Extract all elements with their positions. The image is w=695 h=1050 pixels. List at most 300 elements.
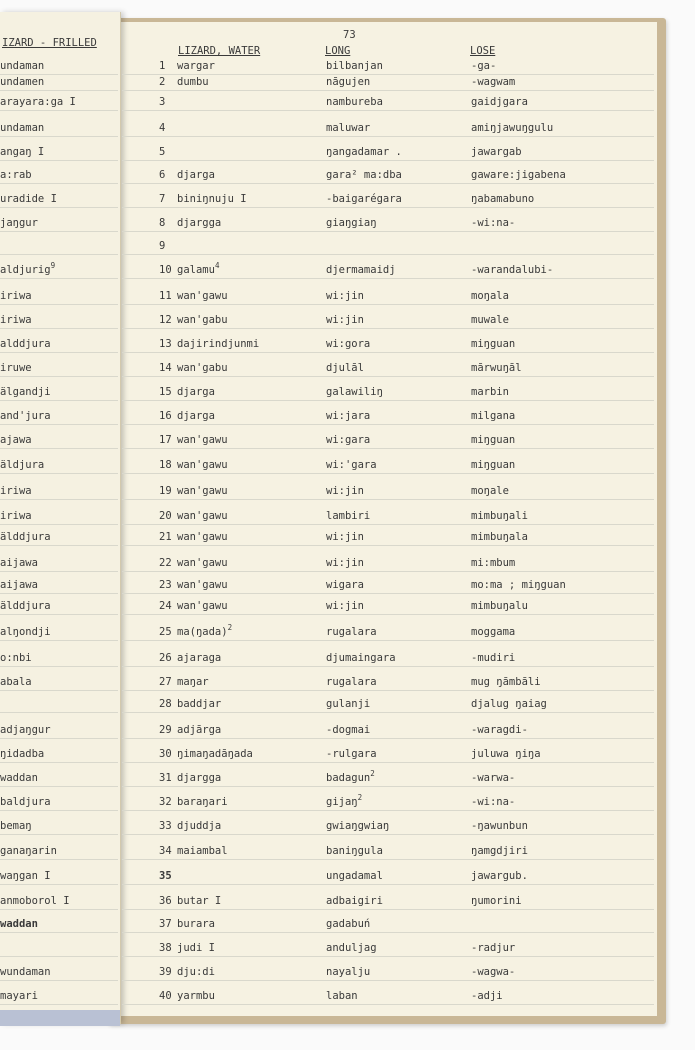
row-number-text: 16 <box>159 410 172 422</box>
lizard-water-word-text: burara <box>177 918 215 930</box>
ruled-line-left <box>0 448 118 449</box>
long-superscript: 2 <box>357 793 363 802</box>
long-word-text: djumaingara <box>326 652 396 664</box>
lizard-water-word-text: wan'gawu <box>177 434 228 446</box>
lose-word-text: moŋala <box>471 290 509 302</box>
long-word-text: galawiliŋ <box>326 386 383 398</box>
row-number <box>159 626 172 638</box>
row-number-text: 20 <box>159 510 172 522</box>
left-entry <box>0 918 38 930</box>
lose-word <box>471 459 515 471</box>
lizard-water-word-text: dajirindjunmi <box>177 338 260 350</box>
left-entry <box>0 724 51 736</box>
ruled-line <box>122 499 654 500</box>
long-word <box>326 724 370 736</box>
long-word <box>326 966 370 978</box>
left-entry-text: ajawa <box>0 434 32 446</box>
lizard-water-word <box>177 600 228 612</box>
left-entry <box>0 410 51 422</box>
row-number <box>159 122 165 134</box>
row-number <box>159 240 165 252</box>
row-number-text: 25 <box>159 626 172 638</box>
lizard-water-word <box>177 845 228 857</box>
long-word-text: badagun <box>326 772 371 784</box>
left-entry <box>0 459 44 471</box>
ruled-line <box>122 762 654 763</box>
lose-word-text: mi:mbum <box>471 557 516 569</box>
long-word-text: -dogmai <box>326 724 371 736</box>
row-number-text: 38 <box>159 942 172 954</box>
left-entry-text: adjaŋgur <box>0 724 51 736</box>
lose-word <box>471 820 528 832</box>
left-entry <box>0 820 32 832</box>
long-word-text: ungadamal <box>326 870 383 882</box>
row-number-text: 28 <box>159 698 172 710</box>
lizard-water-word <box>177 772 221 784</box>
left-entry <box>0 217 38 229</box>
left-entry-superscript: 9 <box>50 261 56 270</box>
lose-word <box>471 96 528 108</box>
blue-cover-edge <box>0 1010 120 1026</box>
lose-word <box>471 796 515 808</box>
long-word-text: baniŋgula <box>326 845 383 857</box>
ruled-line-left <box>0 712 118 713</box>
long-word <box>326 510 370 522</box>
lose-word-text: -waragdi- <box>471 724 528 736</box>
ruled-line-left <box>0 231 118 232</box>
lizard-water-word-text: maiambal <box>177 845 228 857</box>
row-number <box>159 895 172 907</box>
long-word <box>326 769 375 784</box>
left-entry <box>0 870 51 882</box>
left-entry <box>0 966 51 978</box>
ruled-line <box>122 932 654 933</box>
left-entry <box>0 676 32 688</box>
left-entry <box>0 314 32 326</box>
long-word <box>326 169 402 181</box>
left-entry <box>0 895 70 907</box>
lose-word-text: mārwuŋāl <box>471 362 522 374</box>
ruled-line-left <box>0 690 118 691</box>
row-number-text: 19 <box>159 485 172 497</box>
long-word <box>326 146 402 158</box>
long-word <box>326 845 383 857</box>
long-word <box>326 895 383 907</box>
left-entry-text: uradide I <box>0 193 57 205</box>
ruled-line-left <box>0 571 118 572</box>
long-word-text: bilbanjan <box>326 60 383 72</box>
left-entry-text: anmoborol I <box>0 895 70 907</box>
ruled-line-left <box>0 424 118 425</box>
lose-word-text: mimbuŋali <box>471 510 528 522</box>
ruled-line <box>122 738 654 739</box>
ruled-line-left <box>0 640 118 641</box>
left-entry <box>0 772 38 784</box>
lizard-water-word <box>177 531 228 543</box>
long-word <box>326 410 370 422</box>
long-word <box>326 386 383 398</box>
ruled-line <box>122 712 654 713</box>
lose-word <box>471 264 553 276</box>
ruled-line-left <box>0 304 118 305</box>
row-number <box>159 796 172 808</box>
long-word <box>326 459 377 471</box>
lose-word <box>471 485 509 497</box>
left-entry <box>0 510 32 522</box>
row-number <box>159 966 172 978</box>
lose-word-text: mo:ma ; miŋguan <box>471 579 566 591</box>
long-word-text: ŋangadamar . <box>326 146 402 158</box>
row-number-text: 5 <box>159 146 166 158</box>
long-word <box>326 793 363 808</box>
ruled-line <box>122 1004 654 1005</box>
lose-word <box>471 626 515 638</box>
left-entry-text: angaŋ I <box>0 146 45 158</box>
lizard-water-word <box>177 942 215 954</box>
ruled-line <box>122 690 654 691</box>
lose-word <box>471 942 515 954</box>
ruled-line-left <box>0 884 118 885</box>
left-entry <box>0 96 76 108</box>
lizard-water-superscript: 4 <box>214 261 220 270</box>
long-word-text: gulanji <box>326 698 371 710</box>
lose-word-text: mimbuŋalu <box>471 600 528 612</box>
left-entry-text: undamen <box>0 76 45 88</box>
lizard-water-word <box>177 290 228 302</box>
lizard-water-word <box>177 485 228 497</box>
row-number-text: 27 <box>159 676 172 688</box>
row-number-text: 33 <box>159 820 172 832</box>
ruled-line <box>122 640 654 641</box>
row-number <box>159 386 172 398</box>
row-number <box>159 845 172 857</box>
ruled-line-left <box>0 207 118 208</box>
ruled-line-left <box>0 834 118 835</box>
row-number <box>159 146 165 158</box>
lizard-water-word-text: wan'gawu <box>177 485 228 497</box>
row-number <box>159 531 172 543</box>
row-number <box>159 485 172 497</box>
lizard-water-word <box>177 510 228 522</box>
ruled-line <box>122 956 654 957</box>
left-entry <box>0 748 44 760</box>
long-word <box>326 748 377 760</box>
lose-word-text: mug ŋāmbāli <box>471 676 541 688</box>
lizard-water-word <box>177 820 221 832</box>
ruled-line <box>122 90 654 91</box>
lose-word-text: ŋumorini <box>471 895 522 907</box>
ruled-line <box>122 980 654 981</box>
left-entry-text: baldjura <box>0 796 51 808</box>
row-number-text: 18 <box>159 459 172 471</box>
lose-word-text: gaware:jigabena <box>471 169 566 181</box>
long-word-text: nayalju <box>326 966 371 978</box>
left-entry-text: jaŋgur <box>0 217 38 229</box>
lose-word <box>471 314 509 326</box>
lose-word-text: milgana <box>471 410 516 422</box>
long-word-text: wi:jin <box>326 314 364 326</box>
ruled-line <box>122 884 654 885</box>
ruled-line-left <box>0 499 118 500</box>
left-entry-text: waddan <box>0 772 38 784</box>
lizard-water-superscript: 2 <box>227 623 233 632</box>
long-word <box>326 434 370 446</box>
lose-word-text: -ŋawunbun <box>471 820 528 832</box>
row-number-text: 40 <box>159 990 172 1002</box>
left-entry <box>0 531 51 543</box>
lizard-water-word <box>177 338 259 350</box>
left-entry-text: aijawa <box>0 579 38 591</box>
left-entry <box>0 990 38 1002</box>
long-word-text: anduljag <box>326 942 377 954</box>
row-number-text: 32 <box>159 796 172 808</box>
ruled-line-left <box>0 278 118 279</box>
lose-word <box>471 895 522 907</box>
lizard-water-word-text: dumbu <box>177 76 209 88</box>
lose-word <box>471 217 515 229</box>
long-word <box>326 698 370 710</box>
lizard-water-word <box>177 990 215 1002</box>
lizard-water-word <box>177 966 215 978</box>
ruled-line <box>122 352 654 353</box>
long-word-text: adbaigiri <box>326 895 383 907</box>
row-number-text: 29 <box>159 724 172 736</box>
row-number-text: 21 <box>159 531 172 543</box>
lizard-water-word-text: djarga <box>177 169 215 181</box>
row-number <box>159 870 172 882</box>
lizard-water-word <box>177 217 221 229</box>
lose-word-text: muwale <box>471 314 509 326</box>
left-entry <box>0 290 32 302</box>
row-number-text: 10 <box>159 264 172 276</box>
lizard-water-word-text: wan'gawu <box>177 459 228 471</box>
row-number <box>159 434 172 446</box>
left-entry-text: waŋgan I <box>0 870 51 882</box>
ruled-line-left <box>0 90 118 91</box>
left-entry-text: waddan <box>0 918 38 930</box>
lose-word <box>471 386 509 398</box>
ruled-line-left <box>0 524 118 525</box>
lose-word <box>471 698 547 710</box>
row-number-text: 3 <box>159 96 166 108</box>
ruled-line-left <box>0 810 118 811</box>
row-number <box>159 724 172 736</box>
ruled-line <box>122 614 654 615</box>
ruled-line-left <box>0 859 118 860</box>
lizard-water-word-text: djarga <box>177 386 215 398</box>
lose-word <box>471 76 515 88</box>
row-number-text: 1 <box>159 60 166 72</box>
ruled-line-left <box>0 786 118 787</box>
left-page-header: IZARD - FRILLED <box>2 37 97 49</box>
long-word-text: wigara <box>326 579 364 591</box>
row-number <box>159 338 172 350</box>
row-number-text: 2 <box>159 76 166 88</box>
lizard-water-word <box>177 434 228 446</box>
row-number <box>159 76 165 88</box>
lose-word-text: -mudiri <box>471 652 516 664</box>
row-number-text: 35 <box>159 870 172 882</box>
long-word-text: laban <box>326 990 358 1002</box>
lizard-water-word-text: djuddja <box>177 820 222 832</box>
lizard-water-word <box>177 623 233 638</box>
left-entry <box>0 652 32 664</box>
ruled-line <box>122 524 654 525</box>
lizard-water-word <box>177 169 215 181</box>
left-entry-text: aijawa <box>0 557 38 569</box>
lose-word <box>471 169 566 181</box>
row-number <box>159 652 172 664</box>
lose-word-text: -warandalubi- <box>471 264 554 276</box>
long-word-text: wi:jin <box>326 290 364 302</box>
ruled-line-left <box>0 666 118 667</box>
lose-word <box>471 557 515 569</box>
lizard-water-word <box>177 386 215 398</box>
lose-word-text: miŋguan <box>471 459 516 471</box>
lose-word-text: -wagwam <box>471 76 516 88</box>
ruled-line-left <box>0 909 118 910</box>
lizard-water-word-text: djarga <box>177 410 215 422</box>
lizard-water-word-text: wan'gawu <box>177 531 228 543</box>
left-entry <box>0 845 57 857</box>
lose-word <box>471 410 515 422</box>
lose-word <box>471 652 515 664</box>
long-word <box>326 193 402 205</box>
lose-word <box>471 290 509 302</box>
left-entry-text: älddjura <box>0 600 51 612</box>
lizard-water-word-text: wan'gawu <box>177 600 228 612</box>
ruled-line <box>122 304 654 305</box>
row-number-text: 37 <box>159 918 172 930</box>
long-word-text: wi:'gara <box>326 459 377 471</box>
ruled-line <box>122 448 654 449</box>
left-entry-text: iruwe <box>0 362 32 374</box>
row-number <box>159 820 172 832</box>
row-number-text: 9 <box>159 240 166 252</box>
lose-word-text: ŋabamabuno <box>471 193 535 205</box>
lizard-water-word-text: wan'gawu <box>177 579 228 591</box>
long-word-text: nambureba <box>326 96 383 108</box>
row-number <box>159 290 172 302</box>
ruled-line <box>122 571 654 572</box>
ruled-line <box>122 810 654 811</box>
lose-word-text: amiŋjawuŋgulu <box>471 122 554 134</box>
left-entry-text: iriwa <box>0 290 32 302</box>
lizard-water-word <box>177 698 221 710</box>
lose-word-text: -warwa- <box>471 772 516 784</box>
ruled-line <box>122 666 654 667</box>
long-word-text: djermamaidj <box>326 264 396 276</box>
long-word <box>326 600 364 612</box>
left-entry-text: iriwa <box>0 314 32 326</box>
left-entry-text: and'jura <box>0 410 51 422</box>
row-number-text: 4 <box>159 122 166 134</box>
lose-word-text: moŋale <box>471 485 509 497</box>
lizard-water-word-text: wan'gawu <box>177 290 228 302</box>
ruled-line <box>122 74 654 75</box>
ruled-line <box>122 207 654 208</box>
left-entry <box>0 796 51 808</box>
long-word <box>326 918 370 930</box>
lizard-water-word <box>177 579 228 591</box>
lose-word-text: miŋguan <box>471 434 516 446</box>
row-number <box>159 676 172 688</box>
row-number-text: 12 <box>159 314 172 326</box>
lose-word <box>471 724 528 736</box>
lizard-water-word-text: baraŋari <box>177 796 228 808</box>
lose-word-text: miŋguan <box>471 338 516 350</box>
lizard-water-word-text: wargar <box>177 60 215 72</box>
left-entry <box>0 434 32 446</box>
row-number <box>159 557 172 569</box>
left-entry-text: undaman <box>0 60 45 72</box>
lizard-water-word-text: wan'gabu <box>177 362 228 374</box>
ruled-line <box>122 400 654 401</box>
long-word-text: maluwar <box>326 122 371 134</box>
lizard-water-word-text: dju:di <box>177 966 215 978</box>
row-number <box>159 217 165 229</box>
ruled-line <box>122 160 654 161</box>
row-number <box>159 96 165 108</box>
column-header-lizard-water: LIZARD, WATER <box>178 45 261 57</box>
left-entry-text: alŋondji <box>0 626 51 638</box>
long-word <box>326 362 364 374</box>
long-word <box>326 652 396 664</box>
row-number-text: 24 <box>159 600 172 612</box>
lose-word <box>471 600 528 612</box>
ruled-line <box>122 786 654 787</box>
lizard-water-word-text: wan'gabu <box>177 314 228 326</box>
row-number-text: 39 <box>159 966 172 978</box>
lose-word <box>471 966 515 978</box>
left-entry-text: undaman <box>0 122 45 134</box>
long-word-text: wi:jin <box>326 485 364 497</box>
ruled-line-left <box>0 980 118 981</box>
lizard-water-word-text: baddjar <box>177 698 222 710</box>
ruled-line <box>122 834 654 835</box>
lizard-water-word <box>177 652 221 664</box>
lose-word-text: jawargub. <box>471 870 528 882</box>
row-number <box>159 362 172 374</box>
left-entry <box>0 338 51 350</box>
lose-word <box>471 510 528 522</box>
lizard-water-word <box>177 796 228 808</box>
long-word-text: wi:gara <box>326 434 371 446</box>
lizard-water-word <box>177 918 215 930</box>
long-word <box>326 338 370 350</box>
left-entry <box>0 122 44 134</box>
long-word <box>326 990 358 1002</box>
left-entry <box>0 600 51 612</box>
lose-word-text: -adji <box>471 990 503 1002</box>
lizard-water-word-text: wan'gawu <box>177 557 228 569</box>
lose-word <box>471 531 528 543</box>
row-number-text: 34 <box>159 845 172 857</box>
lizard-water-word <box>177 261 220 276</box>
row-number <box>159 698 172 710</box>
long-word <box>326 96 383 108</box>
ruled-line-left <box>0 254 118 255</box>
ruled-line-left <box>0 614 118 615</box>
row-number-text: 14 <box>159 362 172 374</box>
long-word-text: gijaŋ <box>326 796 358 808</box>
long-word <box>326 122 370 134</box>
lose-word <box>471 193 534 205</box>
lizard-water-word <box>177 895 221 907</box>
lose-word <box>471 870 528 882</box>
ruled-line-left <box>0 160 118 161</box>
lizard-water-word <box>177 748 253 760</box>
